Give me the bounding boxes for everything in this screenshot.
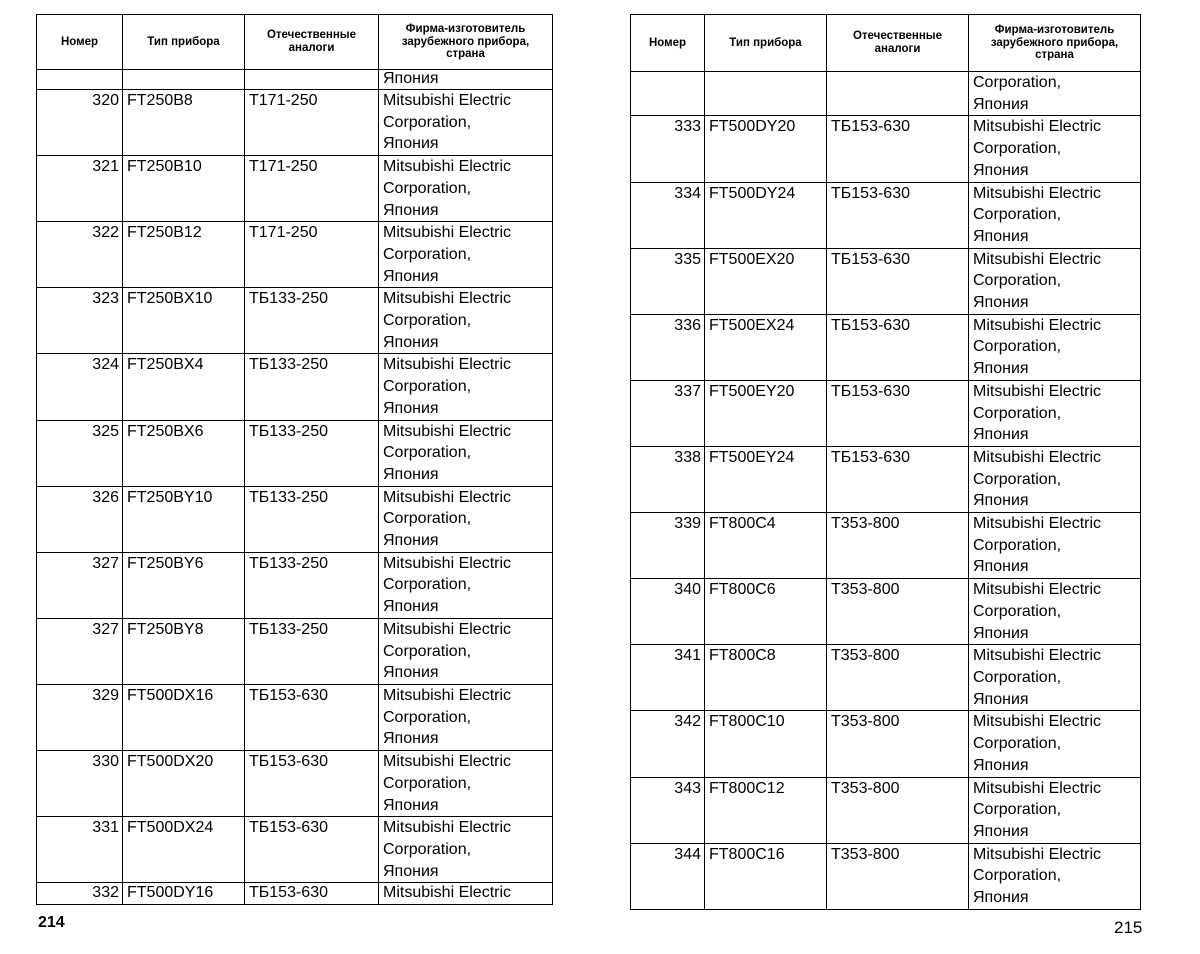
header-num: Номер [631, 15, 705, 72]
cell-analog: ТБ153-630 [245, 751, 379, 817]
table-row [37, 288, 553, 354]
cell-maker: Corporation, Япония [969, 72, 1141, 116]
cell-type [705, 72, 827, 116]
cell-num [37, 70, 123, 90]
cell-num: 336 [631, 314, 705, 380]
table-row [37, 552, 553, 618]
cell-type: FT500DX16 [123, 684, 245, 750]
cell-maker: Mitsubishi Electric Corporation, Япония [379, 222, 553, 288]
cell-type: FT500DX20 [123, 751, 245, 817]
cell-maker: Mitsubishi Electric Corporation, Япония [969, 513, 1141, 579]
table-row [631, 513, 1141, 579]
cell-analog: Т353-800 [827, 513, 969, 579]
table-row [631, 182, 1141, 248]
cell-analog: ТБ153-630 [827, 248, 969, 314]
table-row-continued [37, 883, 553, 905]
cell-analog: ТБ133-250 [245, 618, 379, 684]
cell-type: FT500DX24 [123, 817, 245, 883]
cell-maker: Mitsubishi Electric Corporation, Япония [969, 777, 1141, 843]
cell-analog: ТБ153-630 [245, 684, 379, 750]
cell-maker: Mitsubishi Electric Corporation, Япония [379, 354, 553, 420]
cell-analog: ТБ153-630 [827, 314, 969, 380]
header-type: Тип прибора [705, 15, 827, 72]
cell-num: 333 [631, 116, 705, 182]
table-row [37, 751, 553, 817]
cell-num: 327 [37, 552, 123, 618]
cell-maker: Mitsubishi Electric Corporation, Япония [379, 90, 553, 156]
cell-analog: ТБ153-630 [245, 883, 379, 905]
cell-maker: Mitsubishi Electric Corporation, Япония [969, 248, 1141, 314]
cell-num: 332 [37, 883, 123, 905]
cell-num: 338 [631, 446, 705, 512]
cell-analog: ТБ153-630 [245, 817, 379, 883]
cell-maker: Mitsubishi Electric Corporation, Япония [379, 156, 553, 222]
header-type: Тип прибора [123, 15, 245, 70]
cell-type [123, 70, 245, 90]
cell-type: FT800C12 [705, 777, 827, 843]
cell-num: 341 [631, 645, 705, 711]
table-row [37, 222, 553, 288]
cell-analog [245, 70, 379, 90]
cell-num: 334 [631, 182, 705, 248]
table-row [631, 314, 1141, 380]
cell-type: FT800C10 [705, 711, 827, 777]
cell-type: FT500EX20 [705, 248, 827, 314]
cell-num: 340 [631, 579, 705, 645]
table-row [631, 843, 1141, 909]
cell-maker: Mitsubishi Electric Corporation, Япония [379, 751, 553, 817]
cell-type: FT500DY20 [705, 116, 827, 182]
cell-maker: Mitsubishi Electric Corporation, Япония [969, 380, 1141, 446]
cell-maker: Mitsubishi Electric Corporation, Япония [969, 314, 1141, 380]
cell-num: 344 [631, 843, 705, 909]
cell-analog: Т353-800 [827, 711, 969, 777]
cell-maker: Mitsubishi Electric Corporation, Япония [969, 843, 1141, 909]
cell-num: 327 [37, 618, 123, 684]
cell-num: 326 [37, 486, 123, 552]
table-row [37, 684, 553, 750]
cell-num: 331 [37, 817, 123, 883]
cell-type: FT500EX24 [705, 314, 827, 380]
cell-type: FT500EY24 [705, 446, 827, 512]
cell-num: 320 [37, 90, 123, 156]
table-row [37, 817, 553, 883]
table-row [631, 711, 1141, 777]
cell-maker: Mitsubishi Electric Corporation, Япония [969, 182, 1141, 248]
cell-analog: ТБ133-250 [245, 288, 379, 354]
cell-maker: Mitsubishi Electric Corporation, Япония [969, 116, 1141, 182]
page-number-right: 215 [1114, 918, 1143, 937]
cell-type: FT800C8 [705, 645, 827, 711]
cell-num: 342 [631, 711, 705, 777]
cell-maker: Mitsubishi Electric Corporation, Япония [969, 446, 1141, 512]
cell-num: 322 [37, 222, 123, 288]
cell-type: FT250BX6 [123, 420, 245, 486]
table-row [37, 486, 553, 552]
cell-type: FT500DY24 [705, 182, 827, 248]
cell-type: FT800C16 [705, 843, 827, 909]
table-row [631, 777, 1141, 843]
device-table-right [630, 14, 1141, 910]
cell-analog: ТБ133-250 [245, 552, 379, 618]
cell-num: 339 [631, 513, 705, 579]
header-num: Номер [37, 15, 123, 70]
right-page [630, 14, 1140, 910]
continuation-row [631, 72, 1141, 116]
table-row [37, 354, 553, 420]
cell-maker: Mitsubishi Electric Corporation, Япония [969, 579, 1141, 645]
cell-maker: Япония [379, 70, 553, 90]
cell-analog: ТБ153-630 [827, 446, 969, 512]
header-maker: Фирма-изготовитель зарубежного прибора, страна [379, 15, 553, 70]
cell-type: FT800C6 [705, 579, 827, 645]
cell-analog: ТБ133-250 [245, 420, 379, 486]
cell-analog [827, 72, 969, 116]
cell-maker: Mitsubishi Electric Corporation, Япония [379, 486, 553, 552]
cell-maker: Mitsubishi Electric Corporation, Япония [379, 552, 553, 618]
cell-maker: Mitsubishi Electric Corporation, Япония [379, 288, 553, 354]
cell-maker: Mitsubishi Electric Corporation, Япония [379, 684, 553, 750]
header-analog: Отечественные аналоги [245, 15, 379, 70]
cell-maker: Mitsubishi Electric Corporation, Япония [379, 420, 553, 486]
cell-analog: Т353-800 [827, 645, 969, 711]
cell-maker: Mitsubishi Electric [379, 883, 553, 905]
cell-maker: Mitsubishi Electric Corporation, Япония [379, 817, 553, 883]
cell-analog: ТБ133-250 [245, 354, 379, 420]
cell-analog: Т353-800 [827, 843, 969, 909]
table-row [631, 116, 1141, 182]
cell-maker: Mitsubishi Electric Corporation, Япония [969, 711, 1141, 777]
table-row [37, 618, 553, 684]
page-number-left: 214 [38, 914, 65, 931]
table-row [37, 420, 553, 486]
cell-analog: Т171-250 [245, 156, 379, 222]
cell-type: FT500EY20 [705, 380, 827, 446]
table-row [631, 380, 1141, 446]
cell-num: 330 [37, 751, 123, 817]
table-row [631, 645, 1141, 711]
cell-type: FT250BY10 [123, 486, 245, 552]
cell-analog: Т353-800 [827, 579, 969, 645]
cell-num: 324 [37, 354, 123, 420]
cell-analog: Т171-250 [245, 222, 379, 288]
cell-type: FT250B8 [123, 90, 245, 156]
cell-type: FT250BY6 [123, 552, 245, 618]
cell-analog: ТБ153-630 [827, 182, 969, 248]
cell-maker: Mitsubishi Electric Corporation, Япония [969, 645, 1141, 711]
table-row [631, 446, 1141, 512]
device-table-left [36, 14, 553, 905]
cell-num: 343 [631, 777, 705, 843]
cell-type: FT250BX4 [123, 354, 245, 420]
cell-maker: Mitsubishi Electric Corporation, Япония [379, 618, 553, 684]
cell-num: 337 [631, 380, 705, 446]
cell-num: 329 [37, 684, 123, 750]
cell-analog: ТБ153-630 [827, 380, 969, 446]
cell-type: FT800C4 [705, 513, 827, 579]
header-maker: Фирма-изготовитель зарубежного прибора, страна [969, 15, 1141, 72]
header-analog: Отечественные аналоги [827, 15, 969, 72]
cell-analog: Т171-250 [245, 90, 379, 156]
table-header-row [37, 15, 553, 70]
table-header-row [631, 15, 1141, 72]
cell-num [631, 72, 705, 116]
cell-num: 335 [631, 248, 705, 314]
table-row [631, 579, 1141, 645]
continuation-row [37, 70, 553, 90]
cell-num: 325 [37, 420, 123, 486]
cell-analog: ТБ153-630 [827, 116, 969, 182]
cell-analog: ТБ133-250 [245, 486, 379, 552]
cell-type: FT250B12 [123, 222, 245, 288]
cell-num: 323 [37, 288, 123, 354]
cell-type: FT500DY16 [123, 883, 245, 905]
table-row [37, 90, 553, 156]
cell-type: FT250BX10 [123, 288, 245, 354]
cell-type: FT250BY8 [123, 618, 245, 684]
cell-type: FT250B10 [123, 156, 245, 222]
cell-analog: Т353-800 [827, 777, 969, 843]
table-row [631, 248, 1141, 314]
cell-num: 321 [37, 156, 123, 222]
table-row [37, 156, 553, 222]
left-page [36, 14, 552, 905]
